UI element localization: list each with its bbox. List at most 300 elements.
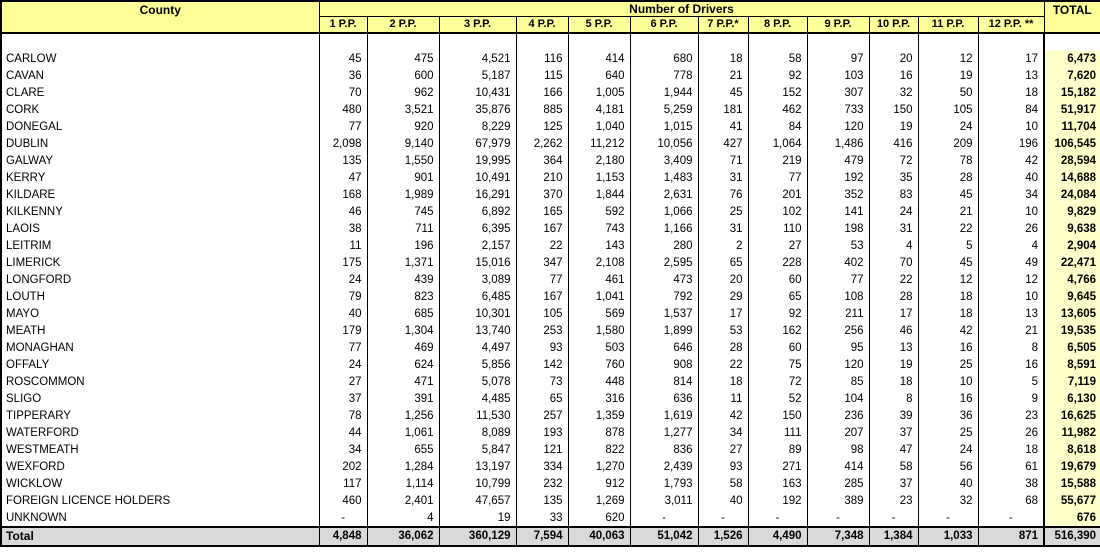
table-row <box>1 255 1100 272</box>
value-cell: 85 <box>807 374 869 391</box>
value-cell: 110 <box>748 221 807 238</box>
pp-column-header-2: 2 P.P. <box>367 17 439 33</box>
value-cell: 135 <box>516 493 568 510</box>
value-cell: 1,550 <box>367 153 439 170</box>
value-cell: 24 <box>918 119 978 136</box>
grand-total-cell-9: 7,348 <box>807 527 869 546</box>
value-cell: 1,277 <box>630 425 698 442</box>
value-cell: 77 <box>516 272 568 289</box>
spacer-cell <box>367 33 439 51</box>
value-cell: 12 <box>918 272 978 289</box>
table-row <box>1 289 1100 306</box>
value-cell: 228 <box>748 255 807 272</box>
value-cell: 78 <box>918 153 978 170</box>
value-cell: 1,793 <box>630 476 698 493</box>
spacer-cell <box>918 33 978 51</box>
value-cell: 2,098 <box>319 136 367 153</box>
value-cell: 10,491 <box>439 170 516 187</box>
value-cell: 814 <box>630 374 698 391</box>
value-cell: 11 <box>319 238 367 255</box>
value-cell: 11 <box>698 391 748 408</box>
table-row <box>1 442 1100 459</box>
value-cell: 414 <box>807 459 869 476</box>
value-cell: 416 <box>869 136 918 153</box>
value-cell: 98 <box>807 442 869 459</box>
value-cell: 219 <box>748 153 807 170</box>
value-cell: 1,061 <box>367 425 439 442</box>
value-cell: 77 <box>319 119 367 136</box>
value-cell: 72 <box>869 153 918 170</box>
pp-column-header-12: 12 P.P. ** <box>978 17 1044 33</box>
value-cell: 150 <box>869 102 918 119</box>
value-cell: 92 <box>748 306 807 323</box>
value-cell: 40 <box>918 476 978 493</box>
value-cell: 2,439 <box>630 459 698 476</box>
value-cell: 89 <box>748 442 807 459</box>
value-cell: 102 <box>748 204 807 221</box>
value-cell: 4,497 <box>439 340 516 357</box>
value-cell: 743 <box>568 221 630 238</box>
row-total-cell: 6,473 <box>1044 51 1100 68</box>
value-cell: 23 <box>978 408 1044 425</box>
value-cell: 2,401 <box>367 493 439 510</box>
value-cell: 150 <box>748 408 807 425</box>
value-cell: 42 <box>978 153 1044 170</box>
value-cell: 1,064 <box>748 136 807 153</box>
value-cell: 28 <box>918 170 978 187</box>
county-name-cell: CARLOW <box>1 51 319 68</box>
value-cell: 389 <box>807 493 869 510</box>
value-cell: 347 <box>516 255 568 272</box>
value-cell: 236 <box>807 408 869 425</box>
value-cell: 1,284 <box>367 459 439 476</box>
value-cell: 711 <box>367 221 439 238</box>
table-row <box>1 51 1100 68</box>
value-cell: 13 <box>978 68 1044 85</box>
value-cell: 68 <box>978 493 1044 510</box>
county-name-cell: LEITRIM <box>1 238 319 255</box>
value-cell: 207 <box>807 425 869 442</box>
value-cell: 42 <box>918 323 978 340</box>
value-cell: 75 <box>748 357 807 374</box>
row-total-cell: 22,471 <box>1044 255 1100 272</box>
value-cell: 592 <box>568 204 630 221</box>
pp-column-header-4: 4 P.P. <box>516 17 568 33</box>
value-cell: 79 <box>319 289 367 306</box>
value-cell: 61 <box>978 459 1044 476</box>
value-cell: 473 <box>630 272 698 289</box>
value-cell: 33 <box>516 510 568 527</box>
value-cell: 16 <box>918 340 978 357</box>
row-total-cell: 4,766 <box>1044 272 1100 289</box>
value-cell: 10,431 <box>439 85 516 102</box>
value-cell: 179 <box>319 323 367 340</box>
row-total-cell: 9,638 <box>1044 221 1100 238</box>
value-cell: 120 <box>807 357 869 374</box>
value-cell: 20 <box>869 51 918 68</box>
value-cell: 901 <box>367 170 439 187</box>
value-cell: 65 <box>748 289 807 306</box>
row-total-cell: 11,982 <box>1044 425 1100 442</box>
county-name-cell: GALWAY <box>1 153 319 170</box>
value-cell: 17 <box>698 306 748 323</box>
value-cell: 202 <box>319 459 367 476</box>
table-row <box>1 204 1100 221</box>
value-cell: 5,259 <box>630 102 698 119</box>
value-cell: 77 <box>319 340 367 357</box>
grand-total-cell-7: 1,526 <box>698 527 748 546</box>
value-cell: 166 <box>516 85 568 102</box>
value-cell: 10,056 <box>630 136 698 153</box>
spacer-cell <box>516 33 568 51</box>
value-cell: 77 <box>748 170 807 187</box>
value-cell: 503 <box>568 340 630 357</box>
value-cell: 40 <box>978 170 1044 187</box>
value-cell: 108 <box>807 289 869 306</box>
pp-column-header-9: 9 P.P. <box>807 17 869 33</box>
value-cell: 22 <box>698 357 748 374</box>
row-total-cell: 51,917 <box>1044 102 1100 119</box>
value-cell: 5,856 <box>439 357 516 374</box>
value-cell: 1,359 <box>568 408 630 425</box>
value-cell: 9,140 <box>367 136 439 153</box>
value-cell: 1,256 <box>367 408 439 425</box>
value-cell: 56 <box>918 459 978 476</box>
table-row <box>1 493 1100 510</box>
header-row-top <box>1 1 1100 17</box>
table-row <box>1 323 1100 340</box>
value-cell: 198 <box>807 221 869 238</box>
value-cell: 168 <box>319 187 367 204</box>
value-cell: 201 <box>748 187 807 204</box>
pp-column-header-3: 3 P.P. <box>439 17 516 33</box>
value-cell: 167 <box>516 289 568 306</box>
value-cell: 13 <box>869 340 918 357</box>
value-cell: 83 <box>869 187 918 204</box>
table-row <box>1 391 1100 408</box>
value-cell: 121 <box>516 442 568 459</box>
value-cell: 53 <box>698 323 748 340</box>
pp-column-header-8: 8 P.P. <box>748 17 807 33</box>
value-cell: 1,371 <box>367 255 439 272</box>
value-cell: 71 <box>698 153 748 170</box>
row-total-cell: 8,591 <box>1044 357 1100 374</box>
value-cell: 10,799 <box>439 476 516 493</box>
value-cell: 31 <box>869 221 918 238</box>
county-name-cell: WEXFORD <box>1 459 319 476</box>
value-cell: 45 <box>918 187 978 204</box>
value-cell: 479 <box>807 153 869 170</box>
county-name-cell: LAOIS <box>1 221 319 238</box>
value-cell: 391 <box>367 391 439 408</box>
value-cell: 1,040 <box>568 119 630 136</box>
value-cell: 210 <box>516 170 568 187</box>
value-cell: - <box>869 510 918 527</box>
value-cell: 141 <box>807 204 869 221</box>
value-cell: 37 <box>319 391 367 408</box>
value-cell: 8 <box>869 391 918 408</box>
spacer-cell <box>698 33 748 51</box>
value-cell: 175 <box>319 255 367 272</box>
pp-column-header-10: 10 P.P. <box>869 17 918 33</box>
value-cell: 3,089 <box>439 272 516 289</box>
value-cell: 253 <box>516 323 568 340</box>
value-cell: 116 <box>516 51 568 68</box>
value-cell: 196 <box>978 136 1044 153</box>
value-cell: 1,041 <box>568 289 630 306</box>
value-cell: 1,483 <box>630 170 698 187</box>
value-cell: 285 <box>807 476 869 493</box>
grand-total-cell-5: 40,063 <box>568 527 630 546</box>
value-cell: 92 <box>748 68 807 85</box>
value-cell: 5,078 <box>439 374 516 391</box>
spacer-cell <box>869 33 918 51</box>
county-name-cell: WATERFORD <box>1 425 319 442</box>
value-cell: - <box>319 510 367 527</box>
value-cell: - <box>978 510 1044 527</box>
value-cell: 8,229 <box>439 119 516 136</box>
value-cell: 31 <box>698 221 748 238</box>
table-row <box>1 102 1100 119</box>
value-cell: - <box>630 510 698 527</box>
value-cell: 822 <box>568 442 630 459</box>
value-cell: 414 <box>568 51 630 68</box>
value-cell: 402 <box>807 255 869 272</box>
value-cell: 12 <box>918 51 978 68</box>
value-cell: 1,899 <box>630 323 698 340</box>
grand-total-cell-3: 360,129 <box>439 527 516 546</box>
value-cell: 4,485 <box>439 391 516 408</box>
value-cell: 962 <box>367 85 439 102</box>
value-cell: 13 <box>978 306 1044 323</box>
value-cell: 181 <box>698 102 748 119</box>
value-cell: 2,180 <box>568 153 630 170</box>
value-cell: 19 <box>439 510 516 527</box>
county-name-cell: KILDARE <box>1 187 319 204</box>
row-total-cell: 19,679 <box>1044 459 1100 476</box>
value-cell: 823 <box>367 289 439 306</box>
value-cell: 11,212 <box>568 136 630 153</box>
value-cell: 111 <box>748 425 807 442</box>
value-cell: 6,485 <box>439 289 516 306</box>
value-cell: 1,005 <box>568 85 630 102</box>
row-total-cell: 24,084 <box>1044 187 1100 204</box>
value-cell: 3,409 <box>630 153 698 170</box>
grand-total-cell-11: 1,033 <box>918 527 978 546</box>
county-name-cell: DONEGAL <box>1 119 319 136</box>
value-cell: 105 <box>516 306 568 323</box>
value-cell: 26 <box>978 221 1044 238</box>
value-cell: 1,153 <box>568 170 630 187</box>
county-name-cell: LOUTH <box>1 289 319 306</box>
value-cell: 21 <box>918 204 978 221</box>
value-cell: 462 <box>748 102 807 119</box>
value-cell: 60 <box>748 272 807 289</box>
county-column-header: County <box>1 1 319 33</box>
spacer-cell <box>1044 33 1100 51</box>
value-cell: 37 <box>869 425 918 442</box>
value-cell: 211 <box>807 306 869 323</box>
value-cell: 271 <box>748 459 807 476</box>
value-cell: 4 <box>367 510 439 527</box>
spacer-cell <box>630 33 698 51</box>
value-cell: 5,187 <box>439 68 516 85</box>
pp-column-header-7: 7 P.P.* <box>698 17 748 33</box>
value-cell: 760 <box>568 357 630 374</box>
county-name-cell: FOREIGN LICENCE HOLDERS <box>1 493 319 510</box>
value-cell: 733 <box>807 102 869 119</box>
value-cell: 1,114 <box>367 476 439 493</box>
value-cell: 42 <box>698 408 748 425</box>
grand-total-cell-8: 4,490 <box>748 527 807 546</box>
table-row <box>1 119 1100 136</box>
row-total-cell: 15,182 <box>1044 85 1100 102</box>
value-cell: 196 <box>367 238 439 255</box>
value-cell: 471 <box>367 374 439 391</box>
value-cell: 11,530 <box>439 408 516 425</box>
value-cell: 10 <box>978 119 1044 136</box>
value-cell: 36 <box>918 408 978 425</box>
value-cell: 77 <box>807 272 869 289</box>
value-cell: 120 <box>807 119 869 136</box>
value-cell: 3,011 <box>630 493 698 510</box>
value-cell: 232 <box>516 476 568 493</box>
table-row <box>1 238 1100 255</box>
value-cell: 152 <box>748 85 807 102</box>
value-cell: 19 <box>869 357 918 374</box>
table-row <box>1 272 1100 289</box>
value-cell: 97 <box>807 51 869 68</box>
row-total-cell: 676 <box>1044 510 1100 527</box>
spacer-cell <box>978 33 1044 51</box>
value-cell: 162 <box>748 323 807 340</box>
value-cell: 135 <box>319 153 367 170</box>
value-cell: 125 <box>516 119 568 136</box>
value-cell: 31 <box>698 170 748 187</box>
value-cell: 24 <box>319 357 367 374</box>
table-row <box>1 68 1100 85</box>
value-cell: 636 <box>630 391 698 408</box>
value-cell: 47 <box>319 170 367 187</box>
spacer-cell <box>319 33 367 51</box>
value-cell: 70 <box>869 255 918 272</box>
value-cell: 792 <box>630 289 698 306</box>
value-cell: 26 <box>978 425 1044 442</box>
value-cell: 2 <box>698 238 748 255</box>
value-cell: 17 <box>978 51 1044 68</box>
table-row <box>1 510 1100 527</box>
value-cell: 19 <box>918 68 978 85</box>
value-cell: 17 <box>869 306 918 323</box>
value-cell: 27 <box>319 374 367 391</box>
value-cell: 25 <box>918 425 978 442</box>
value-cell: 25 <box>698 204 748 221</box>
value-cell: 469 <box>367 340 439 357</box>
table-row <box>1 408 1100 425</box>
county-name-cell: MEATH <box>1 323 319 340</box>
row-total-cell: 16,625 <box>1044 408 1100 425</box>
value-cell: 778 <box>630 68 698 85</box>
value-cell: 40 <box>319 306 367 323</box>
row-total-cell: 55,677 <box>1044 493 1100 510</box>
spacer-cell <box>439 33 516 51</box>
grand-total-sum-cell: 516,390 <box>1044 527 1100 546</box>
grand-total-label: Total <box>1 527 319 546</box>
total-column-header: TOTAL <box>1044 1 1100 33</box>
value-cell: 427 <box>698 136 748 153</box>
pp-column-header-11: 11 P.P. <box>918 17 978 33</box>
value-cell: 475 <box>367 51 439 68</box>
value-cell: 34 <box>698 425 748 442</box>
value-cell: 21 <box>698 68 748 85</box>
county-name-cell: WESTMEATH <box>1 442 319 459</box>
value-cell: 18 <box>698 51 748 68</box>
value-cell: 27 <box>698 442 748 459</box>
county-name-cell: DUBLIN <box>1 136 319 153</box>
value-cell: 2,262 <box>516 136 568 153</box>
pp-column-header-6: 6 P.P. <box>630 17 698 33</box>
pp-column-header-5: 5 P.P. <box>568 17 630 33</box>
value-cell: 65 <box>698 255 748 272</box>
grand-total-cell-12: 871 <box>978 527 1044 546</box>
value-cell: 16,291 <box>439 187 516 204</box>
value-cell: 5 <box>978 374 1044 391</box>
spacer-cell <box>568 33 630 51</box>
value-cell: 22 <box>918 221 978 238</box>
row-total-cell: 13,605 <box>1044 306 1100 323</box>
value-cell: 640 <box>568 68 630 85</box>
row-total-cell: 6,130 <box>1044 391 1100 408</box>
grand-total-cell-4: 7,594 <box>516 527 568 546</box>
table-row <box>1 85 1100 102</box>
table-row <box>1 187 1100 204</box>
table-row <box>1 357 1100 374</box>
grand-total-row <box>1 527 1100 546</box>
value-cell: 29 <box>698 289 748 306</box>
value-cell: 35,876 <box>439 102 516 119</box>
table-row <box>1 425 1100 442</box>
value-cell: 3,521 <box>367 102 439 119</box>
value-cell: 103 <box>807 68 869 85</box>
value-cell: 93 <box>698 459 748 476</box>
county-name-cell: CORK <box>1 102 319 119</box>
value-cell: 352 <box>807 187 869 204</box>
value-cell: 9 <box>978 391 1044 408</box>
value-cell: 685 <box>367 306 439 323</box>
value-cell: 6,395 <box>439 221 516 238</box>
row-total-cell: 2,904 <box>1044 238 1100 255</box>
table-row <box>1 459 1100 476</box>
value-cell: 8,089 <box>439 425 516 442</box>
value-cell: 20 <box>698 272 748 289</box>
value-cell: 1,270 <box>568 459 630 476</box>
value-cell: 620 <box>568 510 630 527</box>
value-cell: 41 <box>698 119 748 136</box>
value-cell: 13,740 <box>439 323 516 340</box>
row-total-cell: 106,545 <box>1044 136 1100 153</box>
value-cell: 65 <box>516 391 568 408</box>
county-name-cell: MONAGHAN <box>1 340 319 357</box>
value-cell: 18 <box>698 374 748 391</box>
value-cell: 163 <box>748 476 807 493</box>
value-cell: 307 <box>807 85 869 102</box>
table-row <box>1 340 1100 357</box>
value-cell: 34 <box>978 187 1044 204</box>
value-cell: 10 <box>918 374 978 391</box>
value-cell: 10,301 <box>439 306 516 323</box>
value-cell: 18 <box>869 374 918 391</box>
value-cell: 4 <box>978 238 1044 255</box>
